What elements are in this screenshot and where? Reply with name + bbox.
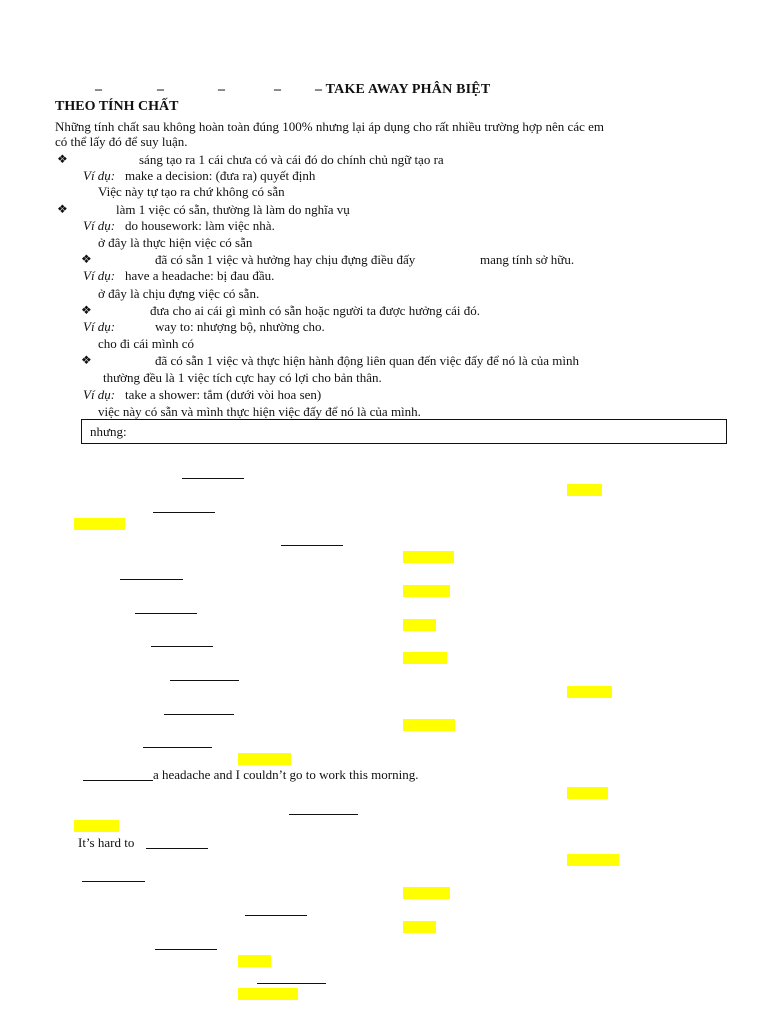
rule-description: đã có sẵn 1 việc và hưởng hay chịu đựng điều đấy: [155, 252, 416, 267]
highlight-mark: [403, 887, 450, 899]
exercise-sentence: It’s hard to: [78, 835, 135, 850]
page-title: – TAKE AWAY PHÂN BIỆT: [315, 82, 491, 97]
bullet-icon: ❖: [81, 303, 92, 317]
rule-note: việc này có sẵn và mình thực hiện việc đấy để nó là của mình.: [98, 404, 421, 419]
highlight-mark: [567, 854, 619, 866]
rule-example: take a shower: tắm (dưới vòi hoa sen): [125, 387, 322, 402]
title-dash: –: [274, 82, 282, 97]
highlight-mark: [238, 753, 291, 765]
title-dash: –: [218, 82, 226, 97]
title-dash: –: [157, 82, 165, 97]
answer-blank[interactable]: [83, 780, 153, 781]
rule-example: way to: nhượng bộ, nhường cho.: [155, 319, 325, 334]
example-label: Ví dụ:: [83, 268, 116, 283]
answer-blank[interactable]: [153, 512, 215, 513]
answer-blank[interactable]: [170, 680, 239, 681]
highlight-mark: [74, 518, 125, 530]
highlight-mark: [403, 585, 450, 597]
highlight-mark: [567, 686, 612, 698]
answer-blank[interactable]: [245, 915, 307, 916]
answer-blank[interactable]: [155, 949, 217, 950]
rule-note: ở đây là chịu đựng việc có sẵn.: [98, 286, 260, 301]
highlight-mark: [403, 719, 455, 731]
rule-example: make a decision: (đưa ra) quyết định: [125, 168, 316, 183]
answer-blank[interactable]: [135, 613, 197, 614]
highlight-mark: [74, 820, 119, 832]
rule-description-cont: thường đều là 1 việc tích cực hay có lợi cho bản thân.: [103, 370, 382, 385]
bullet-icon: ❖: [57, 152, 68, 166]
answer-blank[interactable]: [82, 881, 145, 882]
answer-blank[interactable]: [281, 545, 343, 546]
answer-blank[interactable]: [143, 747, 212, 748]
rule-note: ở đây là thực hiện việc có sẵn: [98, 235, 253, 250]
note-box-text: nhưng:: [90, 424, 127, 439]
intro-line: có thể lấy đó để suy luận.: [55, 134, 188, 149]
example-label: Ví dụ:: [83, 387, 116, 402]
highlight-mark: [403, 619, 436, 631]
rule-description: làm 1 việc có sẵn, thường là làm do nghĩa vụ: [116, 202, 350, 217]
rule-description-end: mang tính sở hữu.: [480, 252, 575, 267]
highlight-mark: [567, 787, 608, 799]
note-box: [81, 419, 727, 444]
rule-description: sáng tạo ra 1 cái chưa có và cái đó do chính chủ ngữ tạo ra: [139, 152, 444, 167]
highlight-mark: [403, 921, 436, 933]
highlight-mark: [403, 652, 447, 664]
example-label: Ví dụ:: [83, 319, 116, 334]
bullet-icon: ❖: [57, 202, 68, 216]
rule-description: đã có sẵn 1 việc và thực hiện hành động liên quan đến việc đấy để nó là của mình: [155, 353, 579, 368]
answer-blank[interactable]: [289, 814, 358, 815]
highlight-mark: [403, 551, 454, 563]
answer-blank[interactable]: [257, 983, 326, 984]
highlight-mark: [238, 955, 271, 967]
answer-blank[interactable]: [164, 714, 234, 715]
rule-example: have a headache: bị đau đầu.: [125, 268, 275, 283]
answer-blank[interactable]: [182, 478, 244, 479]
rule-note: Việc này tự tạo ra chứ không có sẵn: [98, 184, 285, 199]
example-label: Ví dụ:: [83, 168, 116, 183]
highlight-mark: [567, 484, 602, 496]
rule-note: cho đi cái mình có: [98, 336, 195, 351]
answer-blank[interactable]: [151, 646, 213, 647]
answer-blank[interactable]: [146, 848, 208, 849]
rule-example: do housework: làm việc nhà.: [125, 218, 275, 233]
bullet-icon: ❖: [81, 353, 92, 367]
title-dash: –: [95, 82, 103, 97]
intro-line: Những tính chất sau không hoàn toàn đúng 100% nhưng lại áp dụng cho rất nhiều trường hợp nên các em: [55, 119, 604, 134]
answer-blank[interactable]: [120, 579, 183, 580]
section-heading: THEO TÍNH CHẤT: [55, 99, 179, 114]
example-label: Ví dụ:: [83, 218, 116, 233]
exercise-sentence: a headache and I couldn’t go to work this morning.: [153, 767, 419, 782]
bullet-icon: ❖: [81, 252, 92, 266]
highlight-mark: [238, 988, 298, 1000]
rule-description: đưa cho ai cái gì mình có sẵn hoặc người ta được hưởng cái đó.: [150, 303, 481, 318]
